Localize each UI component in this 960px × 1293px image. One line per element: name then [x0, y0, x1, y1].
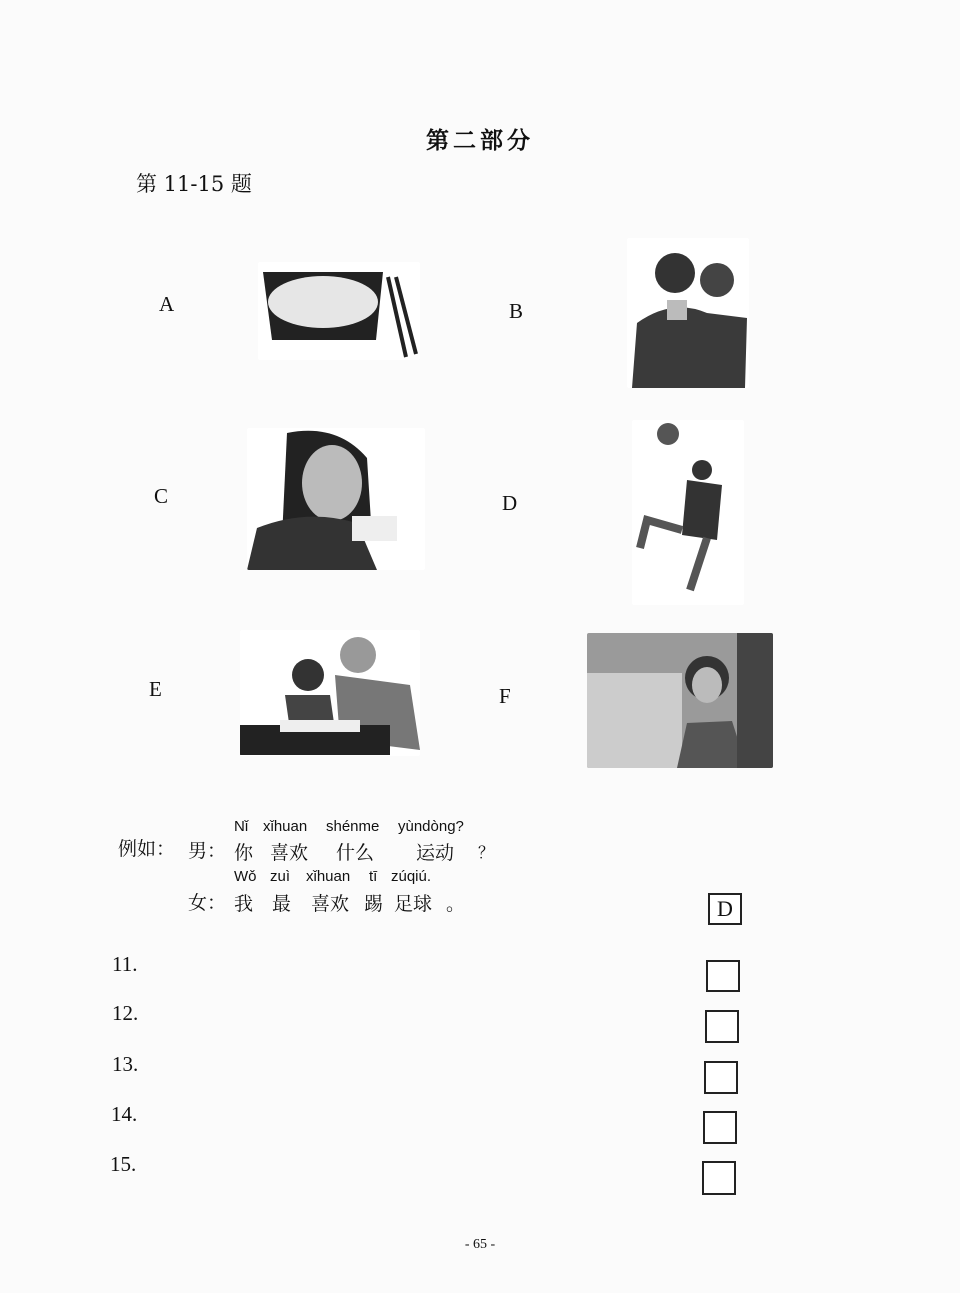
pinyin: shénme [326, 818, 380, 835]
hanzi: 喜欢 [270, 842, 309, 864]
photo-woman-shopping [587, 633, 773, 768]
hanzi: 你 [234, 842, 254, 864]
photo-woman-with-cup [247, 428, 425, 570]
option-letter-f: F [499, 684, 511, 708]
option-letter-e: E [149, 677, 162, 701]
photo-couple [627, 238, 749, 388]
hanzi: ？ [478, 843, 495, 862]
photo-girl-kicking-ball [632, 420, 744, 605]
section-title: 第二部分 [426, 127, 534, 154]
instruction: 第 11-15 题 [136, 172, 252, 196]
hanzi: 。 [446, 893, 466, 915]
question-number: 13. [112, 1052, 139, 1076]
hanzi: 踢 [364, 893, 384, 915]
question-number: 12. [112, 1001, 139, 1025]
pinyin: xǐhuan [306, 868, 351, 885]
pinyin: yùndòng? [398, 818, 464, 835]
question-number: 11. [112, 952, 138, 976]
option-letter-a: A [159, 292, 175, 316]
pinyin: zúqiú. [391, 868, 432, 885]
photo-father-daughter [240, 630, 420, 756]
hanzi: 足球 [394, 893, 433, 915]
hanzi: 最 [272, 893, 292, 915]
answer-box-14[interactable] [703, 1111, 737, 1144]
option-letter-c: C [154, 484, 169, 508]
pinyin: Wǒ [234, 868, 257, 885]
pinyin: zuì [270, 868, 291, 885]
answer-box-12[interactable] [705, 1010, 739, 1043]
hanzi: 运动 [416, 842, 455, 864]
hanzi: 我 [234, 893, 254, 915]
answer-box-15[interactable] [702, 1161, 736, 1195]
woman-label: 女： [188, 892, 227, 914]
man-label: 男： [188, 840, 227, 862]
option-letter-b: B [509, 299, 524, 323]
option-letter-d: D [502, 491, 518, 515]
question-number: 14. [111, 1102, 138, 1126]
hanzi: 喜欢 [311, 893, 350, 915]
pinyin: tī [369, 868, 378, 885]
question-number: 15. [110, 1152, 137, 1176]
photo-fried-rice [258, 262, 420, 360]
pinyin: Nǐ [234, 818, 249, 835]
hanzi: 什么 [336, 842, 375, 864]
example-label: 例如： [118, 838, 176, 860]
page-number: - 65 - [464, 1237, 496, 1252]
example-answer-box: D [708, 893, 742, 925]
answer-box-13[interactable] [704, 1061, 738, 1094]
pinyin: xǐhuan [263, 818, 308, 835]
answer-box-11[interactable] [706, 960, 740, 992]
